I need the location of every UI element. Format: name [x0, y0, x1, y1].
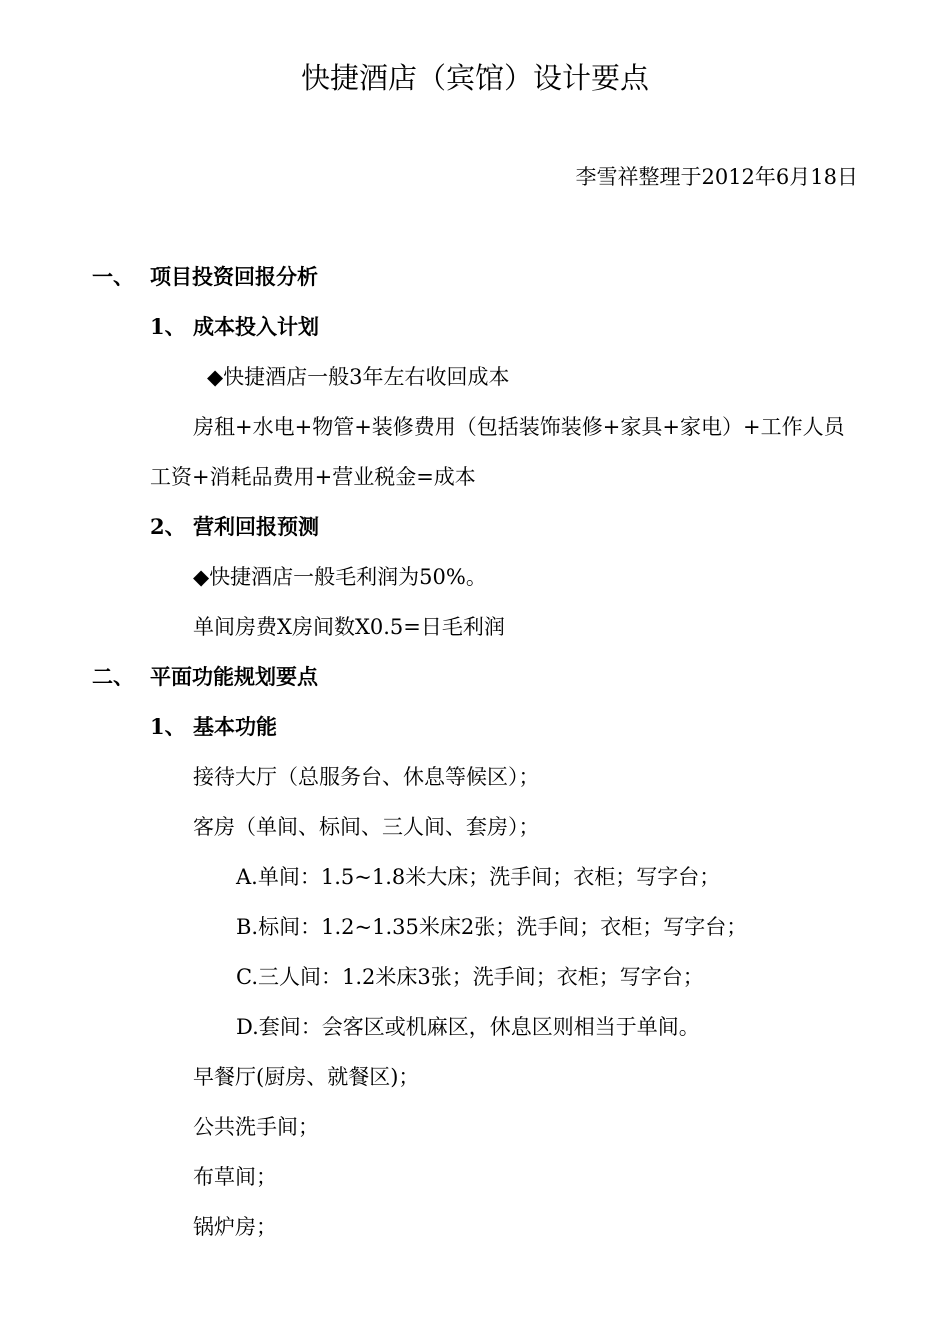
function-item-guest-rooms: 客房（单间、标间、三人间、套房）；	[193, 815, 540, 839]
cost-formula-line-1: 房租+水电+物管+装修费用（包括装饰装修+家具+家电）+工作人员	[193, 415, 845, 439]
section-2-number: 二、	[92, 664, 134, 689]
subsection-1-1-number: 1、	[150, 314, 186, 339]
room-type-standard: B.标间：1.2~1.35米床2张；洗手间；衣柜；写字台；	[236, 915, 748, 939]
cost-recovery-bullet: ◆快捷酒店一般3年左右收回成本	[207, 365, 510, 389]
subsection-2-1-heading: 基本功能	[193, 714, 277, 739]
subsection-1-1-heading: 成本投入计划	[193, 314, 319, 339]
room-type-suite: D.套间：会客区或机麻区，休息区则相当于单间。	[236, 1015, 700, 1039]
section-1-number: 一、	[92, 264, 134, 289]
function-item-lobby: 接待大厅（总服务台、休息等候区）；	[193, 765, 540, 789]
section-2-heading: 平面功能规划要点	[150, 664, 318, 689]
subsection-2-1-number: 1、	[150, 714, 186, 739]
profit-margin-bullet: ◆快捷酒店一般毛利润为50%。	[193, 565, 487, 589]
cost-formula-line-2: 工资+消耗品费用+营业税金=成本	[150, 465, 476, 489]
profit-formula: 单间房费X房间数X0.5=日毛利润	[193, 615, 505, 639]
subsection-1-2-number: 2、	[150, 514, 186, 539]
page-title: 快捷酒店（宾馆）设计要点	[300, 61, 649, 95]
room-type-triple: C.三人间：1.2米床3张；洗手间；衣柜；写字台；	[236, 965, 704, 989]
author-date-line: 李雪祥整理于2012年6月18日	[575, 165, 858, 189]
function-item-breakfast-hall: 早餐厅(厨房、就餐区)；	[193, 1065, 420, 1089]
function-item-linen-room: 布草间；	[193, 1165, 277, 1189]
section-1-heading: 项目投资回报分析	[150, 264, 318, 289]
function-item-public-restroom: 公共洗手间；	[193, 1115, 319, 1139]
subsection-1-2-heading: 营利回报预测	[193, 514, 319, 539]
room-type-single: A.单间：1.5~1.8米大床；洗手间；衣柜；写字台；	[236, 865, 721, 889]
function-item-boiler-room: 锅炉房；	[193, 1215, 277, 1239]
